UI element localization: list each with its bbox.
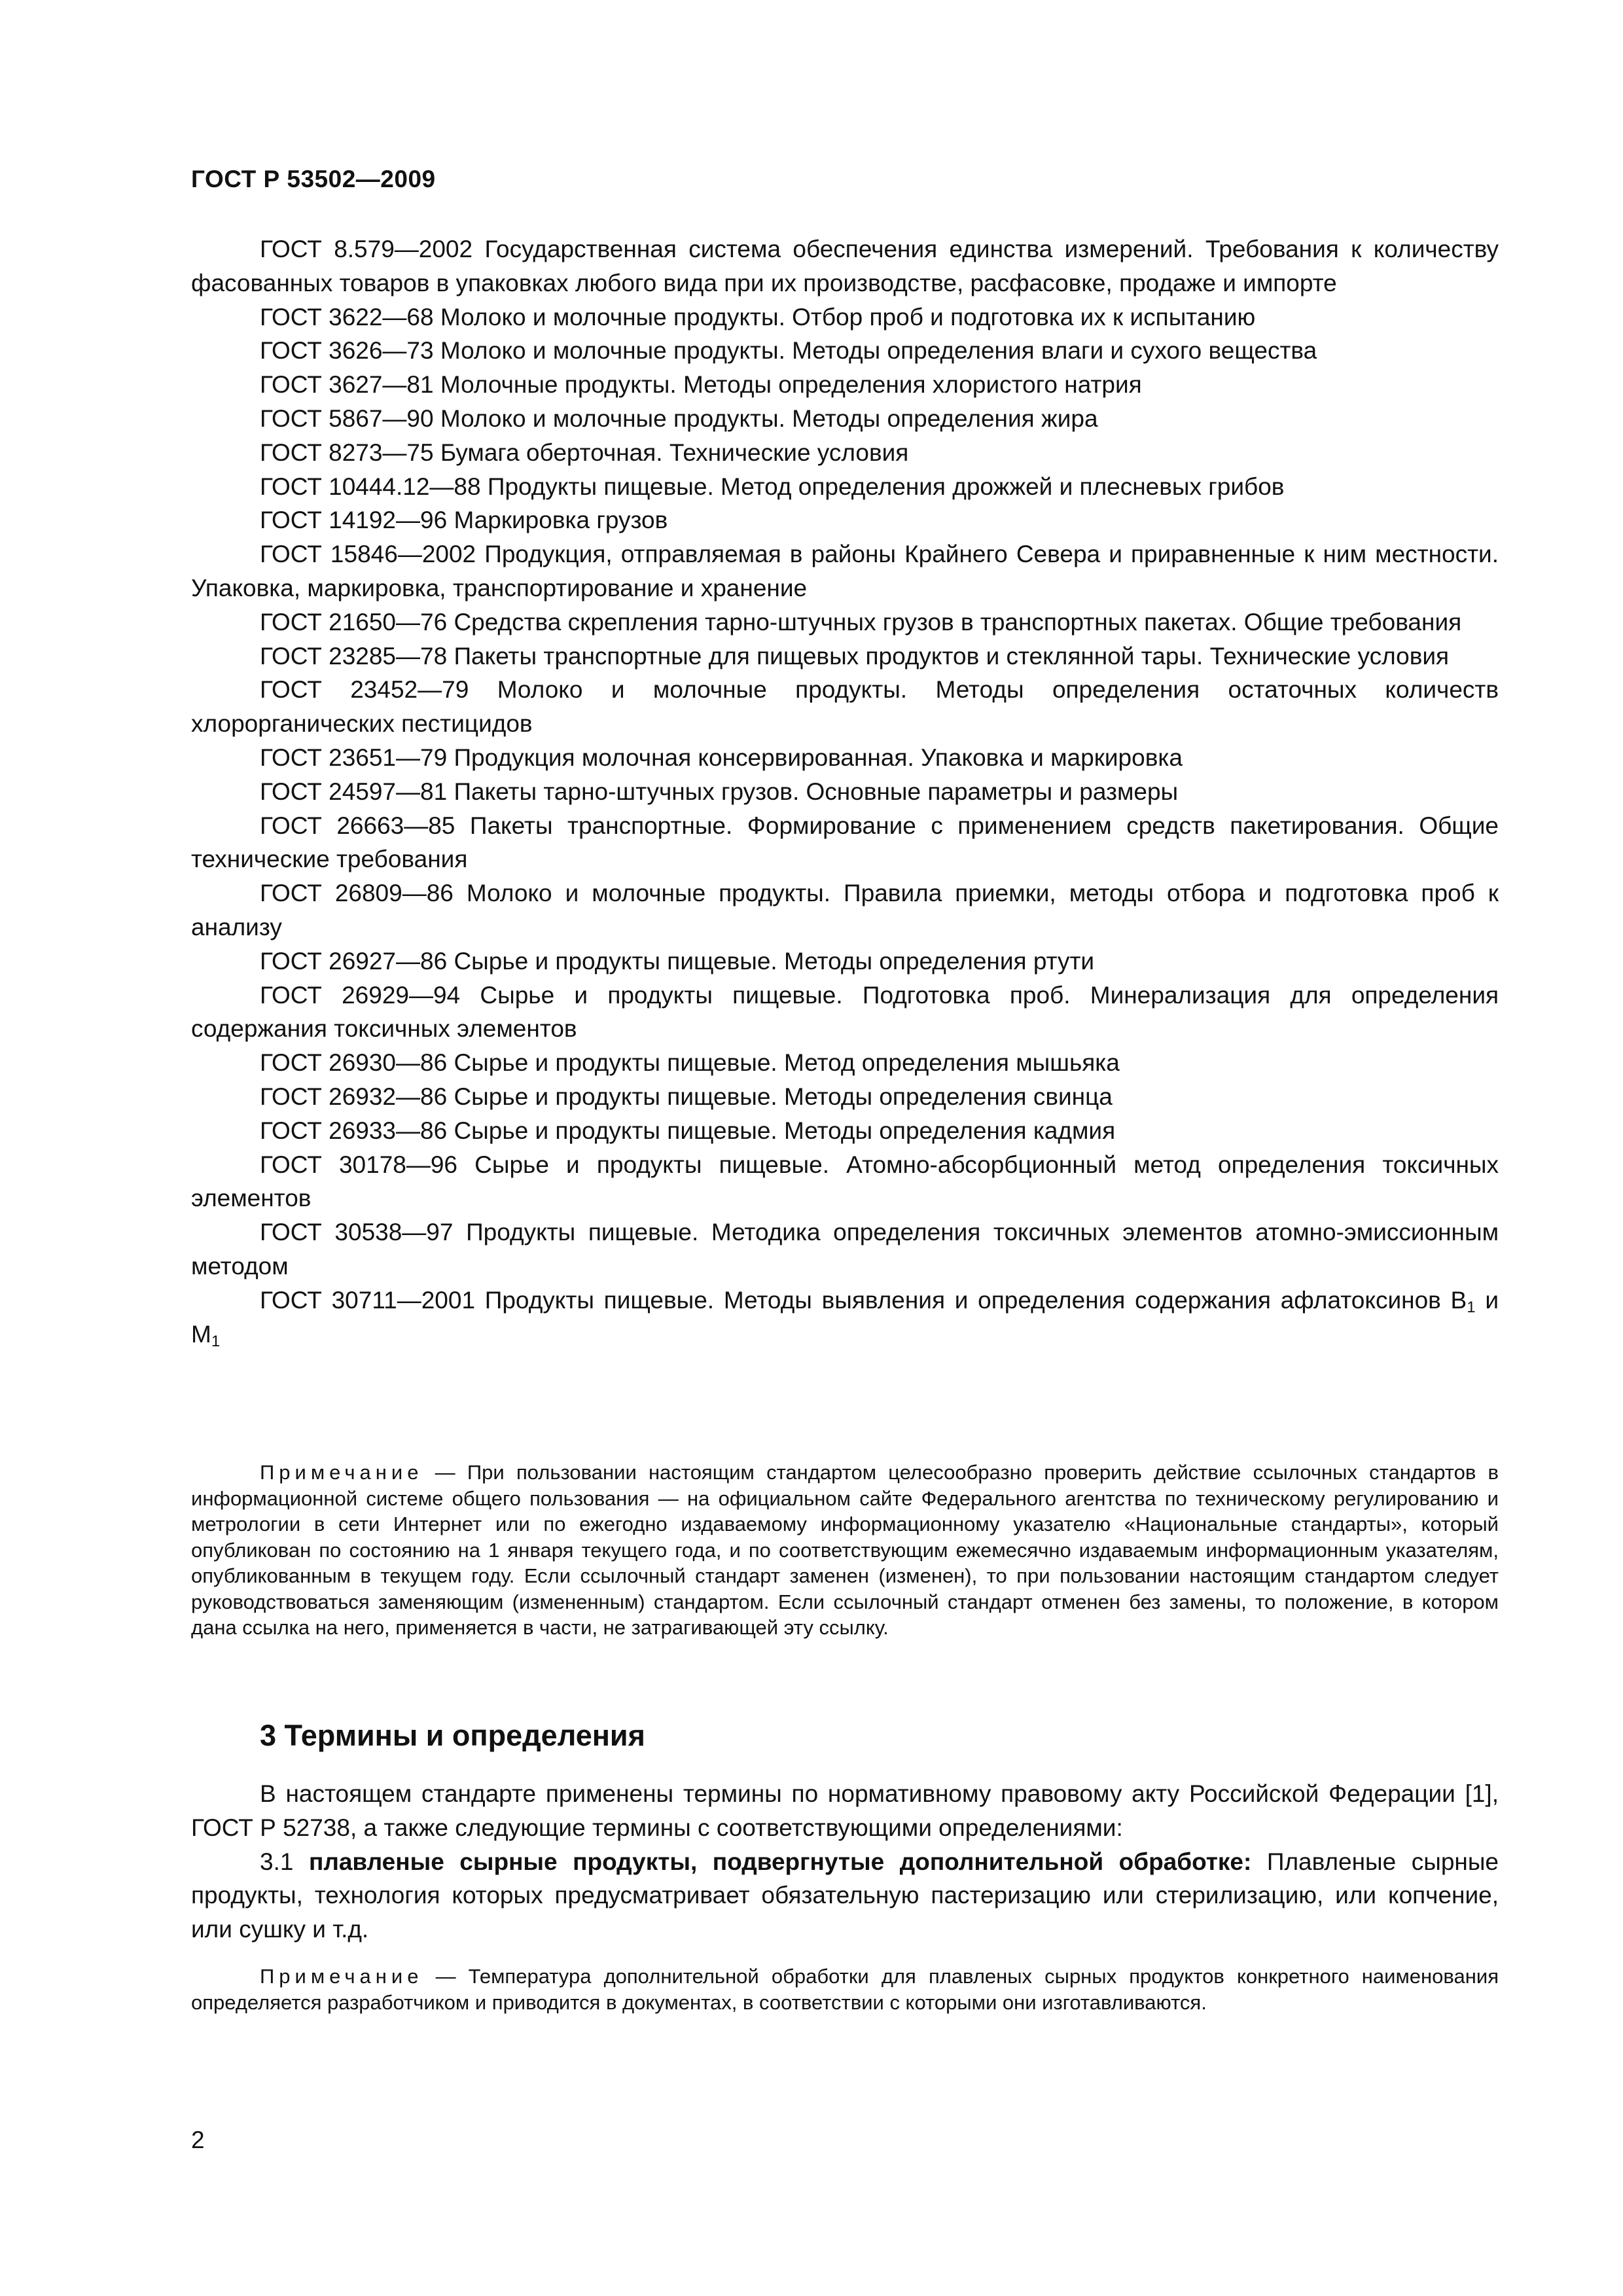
reference-item bbox=[191, 232, 1499, 300]
reference-item bbox=[191, 470, 1499, 504]
subscript: 1 bbox=[211, 1332, 221, 1350]
reference-code: ГОСТ 30538—97 bbox=[260, 1219, 454, 1246]
reference-title: Молочные продукты. Методы определения хлористого натрия bbox=[440, 371, 1142, 399]
reference-title: Пакеты тарно-штучных грузов. Основные параметры и размеры bbox=[454, 778, 1179, 805]
reference-code: ГОСТ 26933—86 bbox=[260, 1117, 448, 1144]
subscript: 1 bbox=[1467, 1298, 1476, 1316]
reference-code: ГОСТ 3626—73 bbox=[260, 337, 434, 365]
reference-code: ГОСТ 24597—81 bbox=[260, 778, 448, 805]
reference-title: Маркировка грузов bbox=[454, 507, 668, 534]
term-number: 3.1 bbox=[260, 1848, 294, 1875]
reference-item bbox=[191, 605, 1499, 639]
section-title: 3 Термины и определения bbox=[260, 1719, 645, 1752]
note-label: Примечание bbox=[260, 1965, 423, 1988]
reference-code: ГОСТ 10444.12—88 bbox=[260, 473, 481, 500]
reference-title: Молоко и молочные продукты. Методы определения остаточных количеств хлорорганических пестицидов bbox=[191, 676, 1499, 738]
reference-item bbox=[191, 1215, 1499, 1283]
reference-code: ГОСТ 26663—85 bbox=[260, 812, 455, 839]
reference-code: ГОСТ 26930—86 bbox=[260, 1049, 448, 1077]
reference-item bbox=[191, 944, 1499, 978]
page-number: 2 bbox=[191, 2126, 205, 2153]
reference-code: ГОСТ 26927—86 bbox=[260, 947, 448, 975]
reference-title: Средства скрепления тарно-штучных грузов в транспортных пакетах. Общие требования bbox=[454, 608, 1462, 636]
reference-item bbox=[191, 368, 1499, 402]
reference-code: ГОСТ 21650—76 bbox=[260, 608, 448, 636]
reference-item bbox=[191, 1148, 1499, 1216]
reference-code: ГОСТ 26932—86 bbox=[260, 1083, 448, 1110]
reference-item bbox=[191, 775, 1499, 809]
reference-title: Сырье и продукты пищевые. Методы определения ртути bbox=[454, 947, 1095, 975]
document-header: ГОСТ Р 53502—2009 bbox=[191, 166, 436, 192]
reference-item bbox=[191, 334, 1499, 368]
reference-title: Продукты пищевые. Метод определения дрожжей и плесневых грибов bbox=[487, 473, 1285, 500]
reference-title: Сырье и продукты пищевые. Методы определения свинца bbox=[454, 1083, 1113, 1110]
note-label: Примечание bbox=[260, 1461, 423, 1484]
reference-item bbox=[191, 639, 1499, 673]
reference-title: Пакеты транспортные для пищевых продуктов и стеклянной тары. Технические условия bbox=[454, 642, 1450, 670]
note-term bbox=[191, 1964, 1499, 2015]
reference-item bbox=[191, 300, 1499, 334]
reference-title: Продукты пищевые. Методика определения токсичных элементов атомно-эмиссионным методом bbox=[191, 1219, 1499, 1280]
reference-item bbox=[191, 402, 1499, 436]
reference-code: ГОСТ 26929—94 bbox=[260, 981, 461, 1009]
note-text: — При пользовании настоящим стандартом целесообразно проверить действие ссылочных стандартов в информационной системе общего пользования — на официальном сайте Федерального агентства по техническому регулированию и метрологии в сети Интернет или по ежегодно издаваемому информационному указателю «Национальные стандарты», который опубликован по состоянию на 1 января текущего года, и по соответствующим ежемесячно издаваемым информационным указателям, опубликованным в текущем году. Если ссылочный стандарт заменен (изменен), то при пользовании настоящим стандартом следует руководствоваться заменяющим (измененным) стандартом. Если ссылочный стандарт отменен без замены, то положение, в котором дана ссылка на него, применяется в части, не затрагивающей эту ссылку. bbox=[191, 1461, 1499, 1639]
reference-title: Продукция, отправляемая в районы Крайнего Севера и приравненные к ним местности. Упаковка, маркировка, транспортирование и хранение bbox=[191, 541, 1499, 601]
term-text: Плавленые сырные продукты, технология которых предусматривает обязательную пастеризацию или стерилизацию, или копчение, или сушку и т.д. bbox=[191, 1848, 1499, 1943]
reference-code: ГОСТ 23285—78 bbox=[260, 642, 448, 670]
reference-code: ГОСТ 30178—96 bbox=[260, 1151, 458, 1178]
reference-item bbox=[191, 503, 1499, 537]
note-text: — Температура дополнительной обработки для плавленых сырных продуктов конкретного наименования определяется разработчиком и приводится в документах, в соответствии с которыми они изготавливаются. bbox=[191, 1965, 1499, 2014]
normative-references-list bbox=[191, 232, 1499, 1351]
reference-item bbox=[191, 741, 1499, 775]
reference-code: ГОСТ 15846—2002 bbox=[260, 541, 476, 568]
reference-title-continuation: и M bbox=[191, 1286, 1499, 1348]
reference-item bbox=[191, 1283, 1499, 1352]
section-body bbox=[191, 1777, 1499, 1946]
term-name: плавленые сырные продукты, подвергнутые дополнительной обработке: bbox=[308, 1848, 1252, 1875]
section-intro: В настоящем стандарте применены термины по нормативному правовому акту Российской Федерации [1], ГОСТ Р 52738, а также следующие термины с соответствующими определениями: bbox=[191, 1780, 1499, 1841]
reference-item bbox=[191, 809, 1499, 877]
reference-item bbox=[191, 673, 1499, 741]
reference-code: ГОСТ 8.579—2002 bbox=[260, 236, 473, 262]
reference-item bbox=[191, 876, 1499, 944]
reference-title: Молоко и молочные продукты. Отбор проб и подготовка их к испытанию bbox=[440, 303, 1256, 331]
reference-code: ГОСТ 23452—79 bbox=[260, 676, 469, 704]
reference-code: ГОСТ 26809—86 bbox=[260, 880, 454, 907]
reference-title: Молоко и молочные продукты. Методы определения жира bbox=[440, 404, 1098, 432]
reference-title: Бумага оберточная. Технические условия bbox=[440, 439, 909, 466]
reference-title: Сырье и продукты пищевые. Методы определения кадмия bbox=[454, 1117, 1116, 1144]
reference-item bbox=[191, 1046, 1499, 1080]
reference-title: Сырье и продукты пищевые. Подготовка проб. Минерализация для определения содержания токсичных элементов bbox=[191, 981, 1499, 1043]
reference-title: Пакеты транспортные. Формирование с применением средств пакетирования. Общие технические требования bbox=[191, 812, 1499, 873]
reference-item bbox=[191, 978, 1499, 1047]
reference-title: Государственная система обеспечения единства измерений. Требования к количеству фасованных товаров в упаковках любого вида при их производстве, расфасовке, продаже и импорте bbox=[191, 236, 1499, 296]
note-references bbox=[191, 1460, 1499, 1641]
reference-item bbox=[191, 1114, 1499, 1148]
reference-title: Молоко и молочные продукты. Методы определения влаги и сухого вещества bbox=[440, 337, 1317, 365]
reference-title: Сырье и продукты пищевые. Атомно-абсорбционный метод определения токсичных элементов bbox=[191, 1151, 1499, 1212]
reference-code: ГОСТ 23651—79 bbox=[260, 744, 448, 771]
term-definition bbox=[191, 1845, 1499, 1946]
reference-code: ГОСТ 14192—96 bbox=[260, 507, 448, 534]
reference-title: Сырье и продукты пищевые. Метод определения мышьяка bbox=[454, 1049, 1120, 1077]
reference-code: ГОСТ 3627—81 bbox=[260, 371, 434, 399]
reference-item bbox=[191, 537, 1499, 605]
reference-item bbox=[191, 1080, 1499, 1114]
reference-title: Продукты пищевые. Методы выявления и определения содержания афлатоксинов B bbox=[484, 1286, 1467, 1314]
reference-code: ГОСТ 3622—68 bbox=[260, 303, 434, 331]
reference-item bbox=[191, 436, 1499, 470]
reference-code: ГОСТ 30711—2001 bbox=[260, 1286, 476, 1314]
reference-title: Продукция молочная консервированная. Упаковка и маркировка bbox=[454, 744, 1183, 771]
reference-code: ГОСТ 5867—90 bbox=[260, 404, 434, 432]
reference-code: ГОСТ 8273—75 bbox=[260, 439, 434, 466]
reference-title: Молоко и молочные продукты. Правила приемки, методы отбора и подготовка проб к анализу bbox=[191, 880, 1499, 941]
